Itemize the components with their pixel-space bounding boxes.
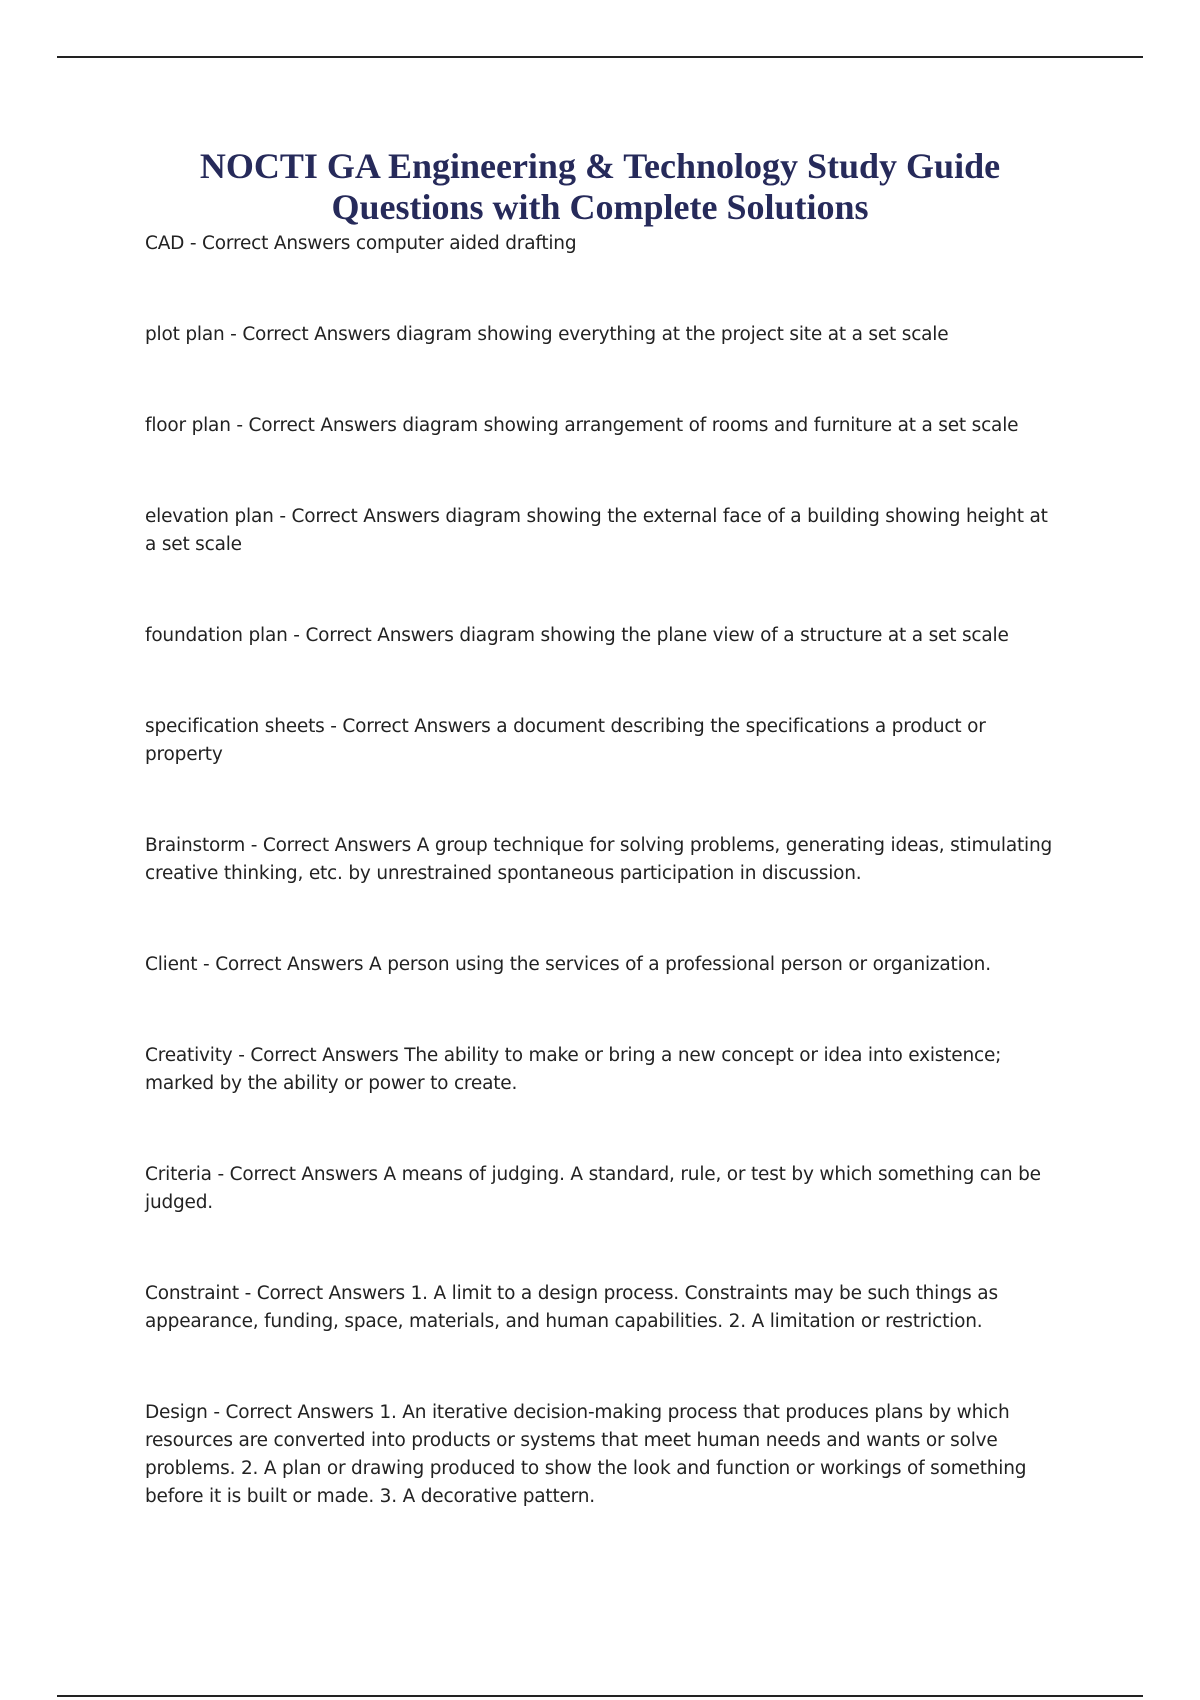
document-title: [80, 146, 1120, 228]
study-guide-entries: [145, 230, 1060, 1511]
entry-creativity: Creativity - Correct Answers The ability to make or bring a new concept or idea into existence; marked by the ability or power to create.: [145, 1045, 1002, 1094]
entry-floor-plan: floor plan - Correct Answers diagram showing arrangement of rooms and furniture at a set scale: [145, 415, 1019, 436]
entry-constraint: Constraint - Correct Answers 1. A limit to a design process. Constraints may be such things as appearance, funding, space, materials, and human capabilities. 2. A limitation or restriction.: [145, 1283, 998, 1332]
entry-foundation-plan: foundation plan - Correct Answers diagram showing the plane view of a structure at a set scale: [145, 625, 1009, 646]
entry-brainstorm: Brainstorm - Correct Answers A group technique for solving problems, generating ideas, stimulating creative thinking, etc. by unrestrained spontaneous participation in discussion.: [145, 835, 1053, 884]
top-rule: [57, 56, 1143, 58]
entry-elevation-plan: elevation plan - Correct Answers diagram showing the external face of a building showing height at a set scale: [145, 506, 1048, 555]
entry-specification-sheets: specification sheets - Correct Answers a document describing the specifications a product or property: [145, 716, 986, 765]
entry-plot-plan: plot plan - Correct Answers diagram showing everything at the project site at a set scale: [145, 324, 949, 345]
entry-client: Client - Correct Answers A person using the services of a professional person or organization.: [145, 954, 991, 975]
bottom-rule: [57, 1695, 1143, 1697]
document-title-line-2: Questions with Complete Solutions: [331, 187, 869, 227]
entry-design: Design - Correct Answers 1. An iterative decision-making process that produces plans by which resources are converted into products or systems that meet human needs and wants or solve problems. 2. A plan or drawing produced to show the look and function or workings of something before it is built or made. 3. A decorative pattern.: [145, 1402, 1027, 1507]
entry-criteria: Criteria - Correct Answers A means of judging. A standard, rule, or test by which something can be judged.: [145, 1164, 1041, 1213]
document-title-line-1: NOCTI GA Engineering & Technology Study Guide: [199, 146, 1001, 186]
entry-cad: CAD - Correct Answers computer aided drafting: [145, 233, 577, 254]
